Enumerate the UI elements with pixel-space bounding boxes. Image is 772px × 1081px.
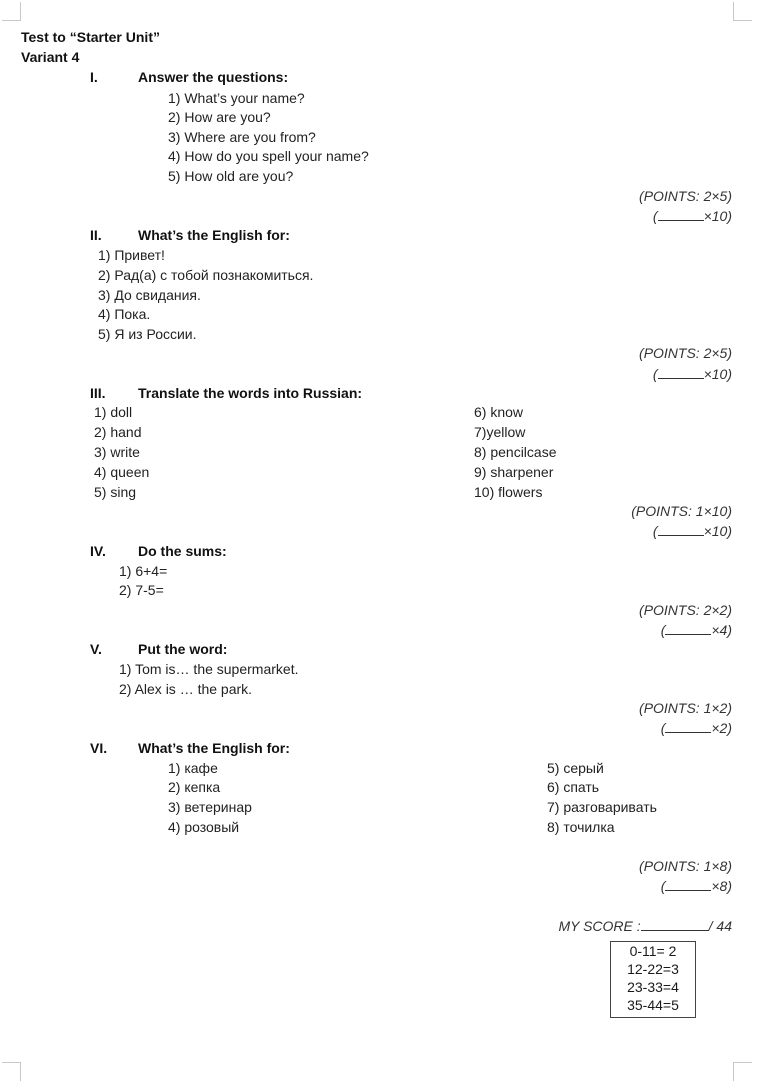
list-item: 1) 6+4= [119,563,168,579]
my-score-label: MY SCORE : [558,918,641,934]
list-item: 3) До свидания. [98,287,201,303]
list-item: 1) Tom is… the supermarket. [119,661,299,677]
points-blank: ( ×10) [652,523,732,539]
list-item: 5) серый [547,760,604,776]
score-blank[interactable] [641,919,709,931]
list-item: 3) Where are you from? [168,129,316,145]
points-label: (POINTS: 2×5) [639,345,732,361]
answer-blank[interactable] [658,367,704,379]
answer-blank[interactable] [665,721,711,733]
section-2-numeral: II. [90,227,102,243]
answer-blank[interactable] [658,524,704,536]
answer-blank[interactable] [665,623,711,635]
score-total: / 44 [708,918,732,934]
list-item: 2) How are you? [168,109,271,125]
list-item: 5) How old are you? [168,168,294,184]
points-multiplier: ×4) [711,622,732,638]
points-multiplier: ×2) [711,720,732,736]
list-item: 5) sing [94,484,137,500]
points-blank: ( ×10) [652,366,732,382]
points-multiplier: ×10) [703,523,732,539]
list-item: 4) розовый [168,819,240,835]
points-blank: ( ×10) [652,208,732,224]
list-item: 2) Рад(а) с тобой познакомиться. [98,267,314,283]
points-multiplier: ×10) [703,208,732,224]
corner-mark-top-left [2,2,21,21]
list-item: 7)yellow [474,424,526,440]
list-item: 1) doll [94,404,133,420]
list-item: 1) кафе [168,760,218,776]
grade-row: 12-22=3 [627,961,679,977]
section-4-heading: Do the sums: [138,543,227,559]
list-item: 7) разговаривать [547,799,657,815]
my-score-line [558,917,732,935]
grade-scale-box [610,941,696,1018]
section-1-heading: Answer the questions: [138,69,289,85]
list-item: 3) write [94,444,140,460]
variant-label: Variant 4 [21,49,80,65]
corner-mark-top-right [733,2,752,21]
section-4-numeral: IV. [90,543,106,559]
section-6-numeral: VI. [90,740,108,756]
list-item: 6) спать [547,779,600,795]
list-item: 8) точилка [547,819,615,835]
list-item: 1) What’s your name? [168,90,305,106]
list-item: 4) queen [94,464,150,480]
points-blank: ( ×4) [660,622,732,638]
points-label: (POINTS: 1×10) [631,503,732,519]
list-item: 10) flowers [474,484,543,500]
section-2-heading: What’s the English for: [138,227,290,243]
section-5-heading: Put the word: [138,641,228,657]
section-1-numeral: I. [90,69,98,85]
list-item: 2) 7-5= [119,582,164,598]
points-blank: ( ×2) [660,720,732,736]
list-item: 2) Alex is … the park. [119,681,253,697]
points-multiplier: ×10) [703,366,732,382]
corner-mark-bottom-left [2,1062,21,1081]
grade-row: 23-33=4 [627,979,679,995]
points-label: (POINTS: 2×2) [639,602,732,618]
list-item: 4) Пока. [98,306,151,322]
list-item: 5) Я из России. [98,326,197,342]
corner-mark-bottom-right [733,1062,752,1081]
answer-blank[interactable] [665,879,711,891]
answer-blank[interactable] [658,209,704,221]
points-label: (POINTS: 1×8) [639,858,732,874]
grade-row: 0-11= 2 [629,943,677,959]
list-item: 2) hand [94,424,142,440]
list-item: 3) ветеринар [168,799,252,815]
points-label: (POINTS: 1×2) [639,700,732,716]
list-item: 9) sharpener [474,464,554,480]
test-title: Test to “Starter Unit” [21,29,160,45]
section-3-numeral: III. [90,385,106,401]
points-label: (POINTS: 2×5) [639,188,732,204]
list-item: 6) know [474,404,524,420]
section-5-numeral: V. [90,641,102,657]
section-3-heading: Translate the words into Russian: [138,385,363,401]
list-item: 1) Привет! [98,247,165,263]
section-6-heading: What’s the English for: [138,740,290,756]
grade-row: 35-44=5 [627,997,679,1013]
list-item: 4) How do you spell your name? [168,148,369,164]
list-item: 8) pencilcase [474,444,557,460]
points-blank: ( ×8) [660,878,732,894]
list-item: 2) кепка [168,779,221,795]
points-multiplier: ×8) [711,878,732,894]
